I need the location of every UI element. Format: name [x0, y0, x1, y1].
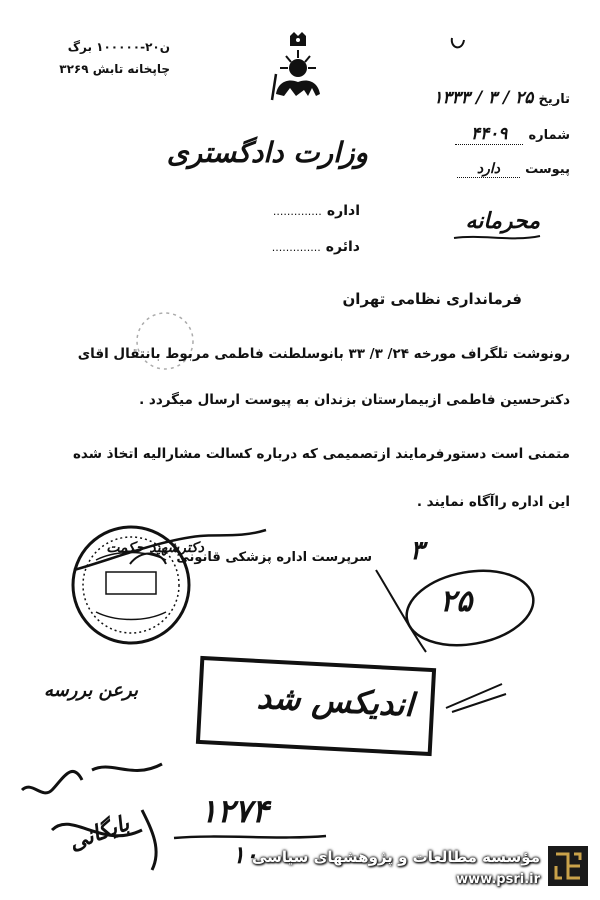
handwritten-scribble-icon — [12, 750, 182, 880]
letter-line-2: دکترحسین فاطمی ازبیمارستان بزندان به پیوست ارسال میگردد . — [139, 392, 570, 408]
number-value: ۴۴۰۹ — [455, 124, 524, 145]
signature-name: دکترشهید حکمت — [106, 540, 204, 556]
number-field — [455, 124, 570, 144]
margin-note-2: بایگانی — [65, 810, 133, 856]
date-value: ۲۵ / ۳ / ۱۳۳۳ — [433, 88, 534, 108]
register-sub: ۱۰ — [232, 840, 258, 869]
register-number: ۱۲۷۴ — [200, 792, 269, 830]
psri-logo-icon — [548, 846, 588, 886]
ministry-title: وزارت دادگستری — [166, 136, 368, 169]
circled-number: ۲۵ — [440, 584, 473, 619]
office-field — [273, 200, 360, 219]
date-field — [433, 88, 570, 108]
arrow-mark-icon — [442, 678, 512, 718]
letter-addressee: فرمانداری نظامی تهران — [342, 290, 522, 308]
watermark-url: www.psri.ir — [456, 872, 540, 887]
letter-line-4: این اداره راآگاه نمایند . — [416, 494, 570, 510]
printer-line: چاپخانه تابش ۳۲۶۹ — [59, 62, 170, 76]
office-value: .............. — [272, 205, 322, 218]
lion-and-sun-emblem-icon — [266, 30, 330, 110]
date-label: تاریخ — [538, 92, 570, 107]
number-label: شماره — [528, 128, 570, 143]
office-label: اداره — [326, 203, 360, 219]
confidential-note: محرمانه — [465, 208, 540, 234]
signature-title: سرپرست اداره پزشکی قانونی — [176, 550, 372, 565]
margin-note-1: برعن بررسه — [43, 680, 138, 701]
attachment-label: پیوست — [525, 162, 570, 177]
index-stamp: اندیکس شد — [256, 677, 415, 725]
attachment-field — [457, 158, 570, 177]
department-label: دائره — [325, 239, 360, 255]
faint-postmark-icon — [130, 306, 200, 376]
watermark-institute: مؤسسه مطالعات و پژوهشهای سیاسی — [251, 848, 540, 866]
corner-mark-icon — [448, 34, 468, 54]
handwritten-signature-icon — [70, 520, 270, 580]
letter-line-3: متمنی است دستورفرمایند ازتصمیمی که درباره کسالت مشارالیه اتخاذ شده — [72, 446, 570, 462]
corner-number: ۳ — [410, 536, 424, 566]
confidential-underline-icon — [452, 232, 542, 244]
form-code: ن۲۰-۱۰۰۰۰۰ برگ — [67, 40, 170, 54]
department-field — [272, 236, 360, 255]
attachment-value: دارد — [457, 161, 520, 178]
letter-line-1: رونوشت تلگراف مورخه ۲۴/ ۳/ ۳۳ بانوسلطنت فاطمی مربوط بانتقال اقای — [77, 346, 570, 362]
department-value: .............. — [271, 241, 321, 254]
